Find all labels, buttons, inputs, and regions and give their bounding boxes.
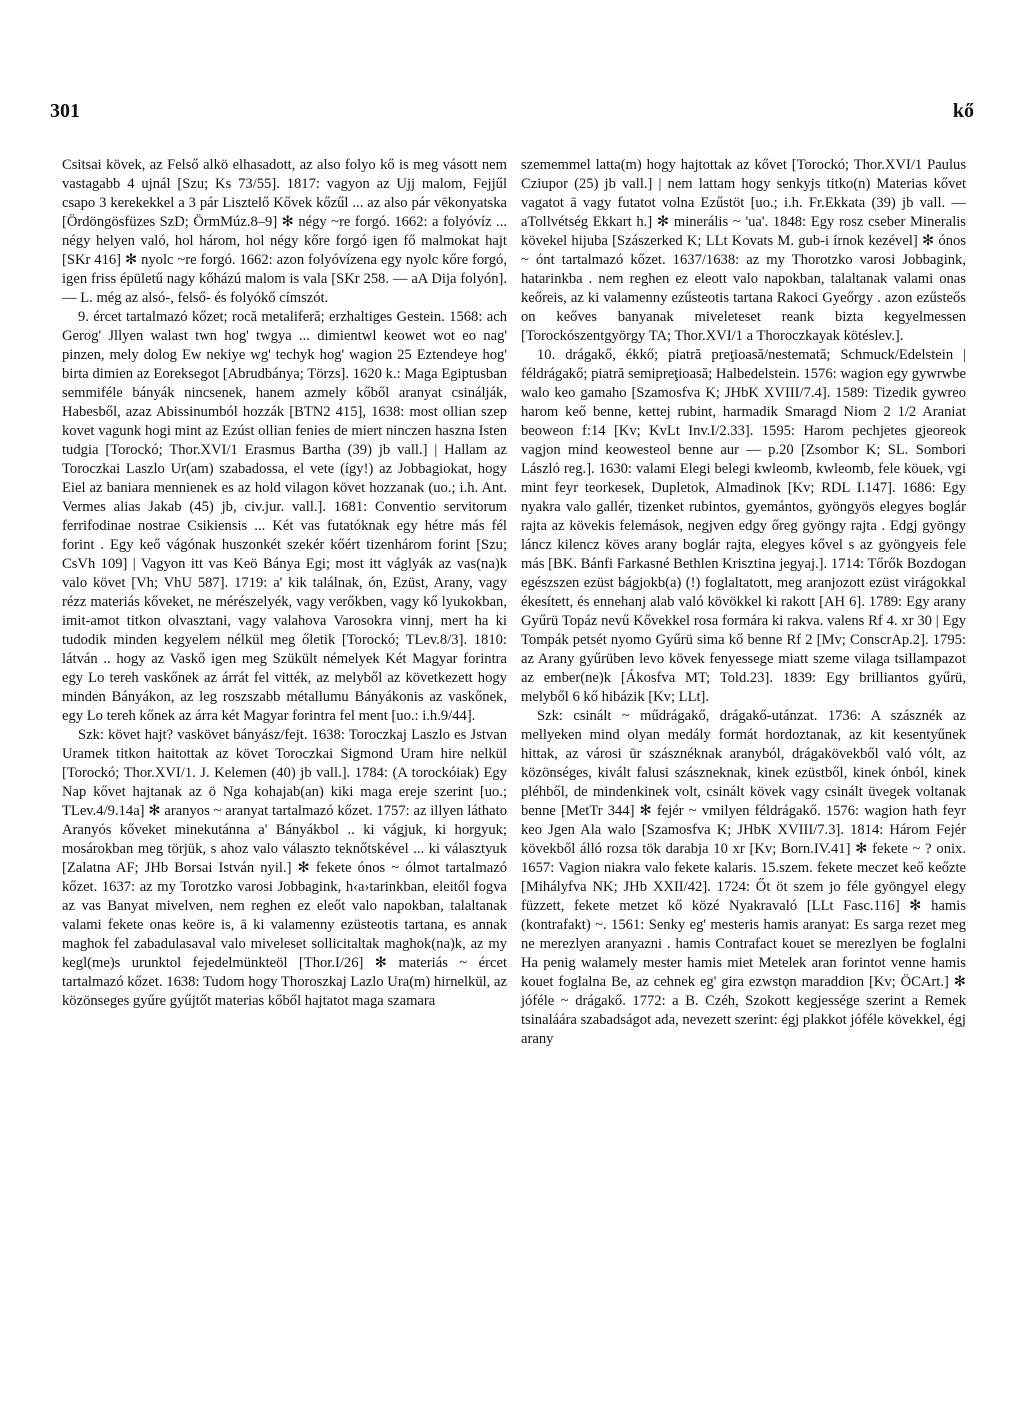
page-number: 301	[50, 100, 80, 122]
running-headword: kő	[952, 100, 974, 122]
paragraph: szememmel latta(m) hogy hajtottak az kővet [Torockó; Thor.XVI/1 Paulus Cziupor (25) jb vall.] | nem lattam hogy senkyjs titko(n) Materias kővet vagatot ā vagy futatot volna Ezűstöt [uo.; i.h. Fr.Ekkata (39) jb vall. — aTollvétség Ekkart h.] ✻ minerális ~ 'ua'. 1848: Egy rosz cseber Mineralis kövekel hijuba [Szászerked K; LLt Kovats M. gub-i írnok kezével] ✻ ónos ~ ónt tartalmazó kőzet. 1637/1638: az my Thorotzko varosi Jobbagink, hatarinkba . nem reghen ez eleott valo napokban, talaltanak valami onas keőreis, az ki valamenny ezűsteotis tartana Rakoci Gyeőrgy . azon ezűsteős on keőves banyanak miveleteset reank bizta kegyelmessen [Torockószentgyörgy TA; Thor.XVI/1 a Thoroczkayak kötéslev.].	[521, 157, 966, 344]
paragraph: 10. drágakő, ékkő; piatră preţioasă/nestemată; Schmuck/Edelstein | féldrágakő; piatră semipreţioasă; Halbedelstein. 1576: wagion egy gywrwbe walo keo gamaho [Szamosfva K; JHbK XVIII/7.4]. 1589: Tizedik gywreo harom keő benne, kettej rubint, harmadik Smaragd Niom 2 1/2 Araniat beoweon f:14 [Kv; KvLt Inv.I/2.33]. 1595: Harom pechjetes gjeoreok vagjon mind keowesteol benne aur — p.20 [Zsombor K; SL. Sombori László reg.]. 1630: valami Elegi belegi kwleomb, kwleomb, fele köuek, vgi mint feyr teorkesek, Dupletok, Almadinok [Kv; RDL I.147]. 1686: Egy nyakra valo gallér, tizenket rubintos, gyemántos, gyöngyös elegyes boglár rajta az kövekis felemások, negjven edgy őreg gyöngy rajta . Edgj gyöngy láncz kilencz köves arany boglár rajta, elegyes kővel s az gyöngyeis fele más [BK. Bánfi Farkasné Bethlen Krisztina jegyaj.]. 1714: Tőrők Bozdogan egészszen ezüst bágjokb(a) (!) foglaltatott, meg aranjozott ezüst virágokkal ékesített, és ennehanj alab való kövökkel ki rakott [AH 6]. 1789: Egy arany Gyűrü Topáz nevű Kővekkel rosa formára ki rakva. valens Rf 4. xr 30 | Egy Tompák petsét nyomo Gyűrü sima kő benne Rf 2 [Mv; ConscrAp.2]. 1795: az Arany gyűrüben levo kövek fenyessege miatt szeme vilaga tsillampazot az ember(ne)k [Ákosfva MT; Told.23]. 1839: Egy brilliantos gyűrü, melyből 6 kő hibázik [Kv; LLt].	[521, 347, 966, 705]
paragraph: Csitsai kövek, az Felső alkö elhasadott, az also folyo kő is meg vásott nem vastagabb 4 ujnál [Szu; Ks 73/55]. 1817: vagyon az Ujj malom, Fejjűl csapo 3 kerekekkel a 3 pár Lisztelő Kővek kőzűl ... az also pár vēkonyatska [Ördöngösfüzes SzD; ÖrmMúz.8–9] ✻ négy ~re forgó. 1662: a folyóvíz ... négy helyen való, hol három, hol négy kőre forgó igen fő malmokat hajt [SKr 416] ✻ nyolc ~re forgó. 1662: azon folyóvízena egy nyolc kőre forgó, igen friss épületű nagy kőházú malom is vala [SKr 258. — aA Dija folyón]. — L. még az alsó-, felső- és folyókő címszót.	[62, 157, 507, 306]
right-column	[521, 156, 966, 1049]
paragraph: Szk: csinált ~ műdrágakő, drágakő-utánzat. 1736: A szásznék az mellyeken mind olyan medály formát hordoztanak, az kit kesentyűnek hittak, az városi ūr szásznéknak aranyból, drágakövekből való vólt, az közönséges, kivált falusi szászneknak, kinek ezüstből, kinek ónból, kinek pléhből, de mindenkinek volt, csinált kövek vagy csinált üvegek voltanak benne [MetTr 344] ✻ fejér ~ vmilyen féldrágakő. 1576: wagion hath feyr keo Jgen Ala walo [Szamosfva K; JHbK XVIII/7.3]. 1814: Három Fejér kövekből álló rozsa tök darabja 10 xr [Kv; Born.IV.41] ✻ fekete ~ ? onix. 1657: Vagion niakra valo fekete kalaris. 15.szem. fekete meczet keő keőzte [Mihályfva NK; JHb XXII/42]. 1724: Őt öt szem jo féle gyöngyel elegy füzzett, fekete metzet kő közé Nyakravaló [LLt Fasc.116] ✻ hamis (kontrafakt) ~. 1561: Senky eg' mesteris hamis aranyat: Es sarga rezet meg ne merezlyen aranyazni . hamis Contrafact kouet se merezlyen be foglalni Ha penig walamely mester hamis miet Metelek aran forintot venne hamis kouet foglalna Be, az cehnek eg' gira ezwstǫn maraddion [Kv; ÖCArt.] ✻ jóféle ~ drágakő. 1772: a B. Czéh, Szokott kegjessége szerint a Remek tsinaláára szabadságot ada, nevezett szerint: égj plakkot jóféle kövekkel, égj arany	[521, 708, 966, 1047]
page-header	[50, 100, 974, 130]
left-column	[62, 156, 507, 1011]
paragraph: Szk: követ hajt? vaskövet bányász/fejt. 1638: Toroczkaj Laszlo es Jstvan Uramek titkon haitottak az követ Toroczkai Sigmond Uram hire nelkül [Torockó; Thor.XVI/1. J. Kelemen (40) jb vall.]. 1784: (A torockóiak) Egy Nap kővet hajtanak az ö Nga kohajab(an) kiki maga ereje szerint [uo.; TLev.4/9.14a] ✻ aranyos ~ aranyat tartalmazó kőzet. 1757: az illyen láthato Aranyós kőveket minekutánna a' Bányákbol .. ki vágjuk, ki horgyuk; mosárokban meg törjük, s ahoz valo választo teknőtskével ... ki választyuk [Zalatna AF; JHb Borsai István nyil.] ✻ fekete ónos ~ ólmot tartalmazó kőzet. 1637: az my Torotzko varosi Jobbagink, h‹a›tarinkban, eleitől fogva az vas Banyat mivelven, nem reghen ez eleőt valo napokban, talaltanak valami fekete onas keöre is, ā ki valamenny ezüsteotis tartana, es annak maghok fel zabadulasaval valo miveleset sollicitaltak maghok(na)k, az my kegl(me)s urunktol fejedelmünkteöl [Thor.I/26] ✻ materiás ~ ércet tartalmazó kőzet. 1638: Tudom hogy Thoroszkaj Lazlo Ura(m) hirnelkül, az közönseges gyűre gyűjtőt materias kőből hajtatot maga szamara	[62, 727, 507, 1009]
paragraph: 9. ércet tartalmazó kőzet; rocă metaliferă; erzhaltiges Gestein. 1568: ach Gerog' Jllyen walast twn hog' twgya ... dimientwl keowet wot eo nag' pinzen, mely dolog Ew nekiye wg' techyk hog' wagion 25 Eztendeye hog' birta dimien az Eoreksegot [Abrudbánya; Törzs]. 1620 k.: Maga Egiptusban semmiféle bányák nincsenek, hanem azmely kőből aranyat csinálják, Habesből, azaz Abissinumból hozzák [BTN2 415], 1638: most ollian szep kovet vagunk hogi mint az Ezúst ollian fenies de miert ninczen haszna Isten tudgia [Torockó; Thor.XVI/1 Erasmus Bartha (39) jb vall.] | Hallam az Toroczkai Laszlo Ur(am) szabadossa, el vete (így!) az Jobbagiokat, hogy Eiel az baniara mennienek es az hold vilagon követ hozzanak (uo.; i.h. Ant. Vermes alias Jakab (45) jb, civ.jur. vall.]. 1681: Conventio servitorum ferrifodinae nostrae Csikiensis ... Két vas futatóknak egy hétre más fél forint . Egy keő vágónak huszonkét szekér kőért tizenhárom forint [Szu; CsVh 109] | Vagyon itt vas Keö Bánya Egi; most itt váglyák az vas(na)k valo követ [Vh; VhU 587]. 1719: a' kik találnak, ón, Ezüst, Arany, vagy rézz materiás kőveket, ne mérészelyék, vagy verőkben, vagy kő lyukokban, imit-amot titkon olvasztani, vagy valahova Varosokra vinnj, mert ha ki tudodik minden kegyelem nélkül meg őletik [Torockó; TLev.8/3]. 1810: látván .. hogy az Vaskő igen meg Szükült némelyek Két Magyar forintra egy Lo tereh vaskőnek az árrát fel vitték, az melyből az következett hogy minden Bányákon, az leg roszszabb métallumu Bányákonis az vaskőnek, egy Lo tereh kőnek az árra két Magyar forintra fel ment [uo.: i.h.9/44].	[62, 309, 507, 724]
